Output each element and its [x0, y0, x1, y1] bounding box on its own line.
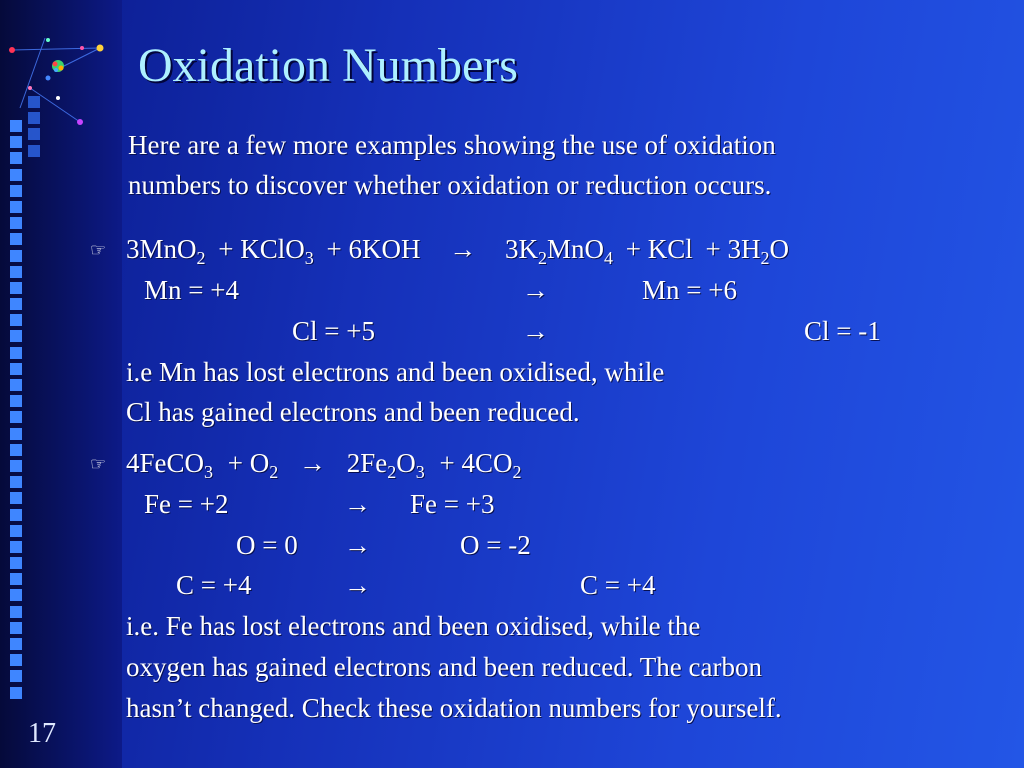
- decorative-square: [10, 525, 22, 537]
- decorative-square: [28, 145, 40, 157]
- decorative-square: [10, 444, 22, 456]
- decorative-square: [10, 670, 22, 682]
- cl-left: Cl = +5: [292, 316, 375, 346]
- slide-number: 17: [28, 718, 56, 749]
- slide-title: Oxidation Numbers: [138, 39, 518, 92]
- decorative-square: [10, 363, 22, 375]
- example2-note-line-1: i.e. Fe has lost electrons and been oxidised, while the: [126, 611, 701, 641]
- arrow-icon: →: [449, 234, 477, 264]
- decorative-square: [10, 654, 22, 666]
- decorative-square: [10, 411, 22, 423]
- decorative-square: [10, 557, 22, 569]
- c-left: C = +4: [176, 570, 252, 600]
- decorative-square: [10, 282, 22, 294]
- decorative-square: [10, 201, 22, 213]
- arrow-icon: →: [522, 316, 549, 346]
- equation-1: 3MnO$_2$ + KClO$_3$ + $6KOH \to 3K_2MnO_4$ + KCl + $3H_2O$: [126, 229, 789, 269]
- pointing-hand-icon: ☞: [90, 454, 107, 474]
- intro-line-2: numbers to discover whether oxidation or reduction occurs.: [128, 170, 772, 200]
- decorative-square: [10, 622, 22, 634]
- mn-left: Mn = +4: [144, 275, 239, 305]
- decorative-square: [10, 298, 22, 310]
- decorative-square: [10, 169, 22, 181]
- decorative-square: [10, 330, 22, 342]
- decorative-square: [10, 347, 22, 359]
- mn-right: Mn = +6: [642, 275, 737, 305]
- arrow-icon: →: [344, 570, 371, 600]
- cl-right: Cl = -1: [804, 316, 881, 346]
- pointing-hand-icon: ☞: [90, 240, 107, 260]
- decorative-square: [10, 233, 22, 245]
- intro-line-1: Here are a few more examples showing the use of oxidation: [128, 130, 776, 160]
- decorative-square: [10, 492, 22, 504]
- atom-logo-icon: [0, 28, 122, 128]
- decorative-square: [10, 687, 22, 699]
- decorative-square: [10, 152, 22, 164]
- arrow-icon: →: [522, 275, 549, 305]
- decorative-square: [10, 217, 22, 229]
- decorative-square: [10, 541, 22, 553]
- decorative-square: [10, 379, 22, 391]
- o-left: O = 0: [236, 530, 298, 560]
- decorative-square: [10, 476, 22, 488]
- decorative-square: [10, 250, 22, 262]
- c-right: C = +4: [580, 570, 656, 600]
- decorative-squares: [10, 120, 24, 703]
- arrow-icon: →: [299, 448, 326, 478]
- fe-right: Fe = +3: [410, 489, 495, 519]
- decorative-square: [10, 428, 22, 440]
- example2-note-line-2: oxygen has gained electrons and been reduced. The carbon: [126, 652, 762, 682]
- decorative-square: [10, 509, 22, 521]
- decorative-square: [10, 606, 22, 618]
- example2-note-line-3: hasn’t changed. Check these oxidation numbers for yourself.: [126, 693, 782, 723]
- decorative-square: [10, 185, 22, 197]
- equation-2: 4FeCO$_3$ + $O_2 \to 2Fe_2O_3 + 4CO_2$: [126, 443, 521, 483]
- decorative-square: [10, 395, 22, 407]
- decorative-square: [10, 460, 22, 472]
- decorative-square: [10, 314, 22, 326]
- decorative-square: [10, 266, 22, 278]
- decorative-square: [10, 638, 22, 650]
- arrow-icon: →: [344, 530, 371, 560]
- decorative-square: [10, 589, 22, 601]
- example1-note-line-1: i.e Mn has lost electrons and been oxidised, while: [126, 357, 665, 387]
- decorative-square: [10, 573, 22, 585]
- arrow-icon: →: [344, 489, 371, 519]
- decorative-square: [28, 128, 40, 140]
- fe-left: Fe = +2: [144, 489, 229, 519]
- example1-note-line-2: Cl has gained electrons and been reduced.: [126, 397, 580, 427]
- decorative-square: [10, 136, 22, 148]
- o-right: O = -2: [460, 530, 531, 560]
